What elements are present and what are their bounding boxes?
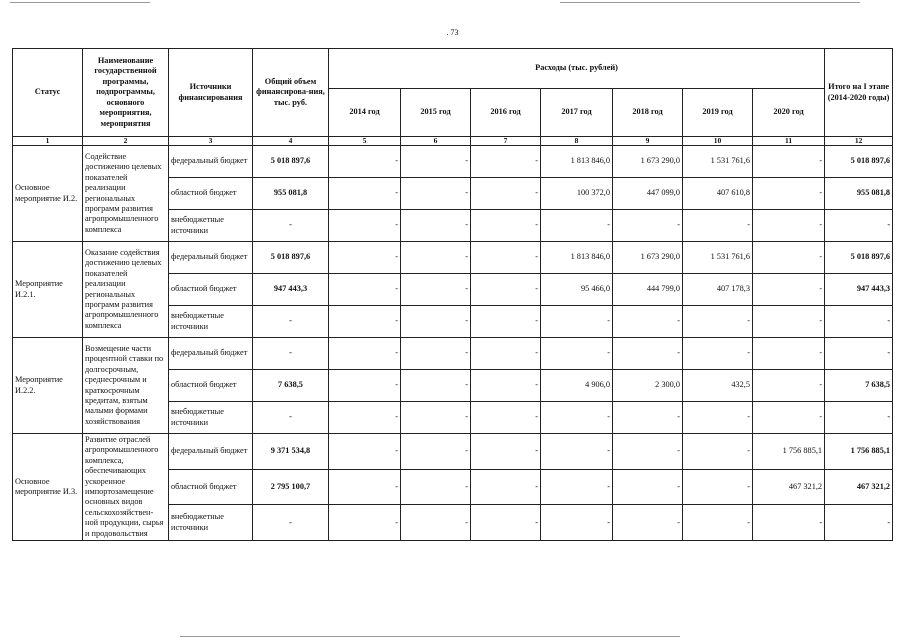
year-value-cell: - xyxy=(541,434,613,470)
year-value-cell: - xyxy=(471,505,541,541)
total-cell: - xyxy=(253,338,329,370)
itogo-cell: 947 443,3 xyxy=(825,274,893,306)
year-value-cell: - xyxy=(329,274,401,306)
budget-table xyxy=(12,48,893,541)
year-value-cell: - xyxy=(753,505,825,541)
year-value-cell: - xyxy=(329,370,401,402)
column-number: 4 xyxy=(253,137,329,146)
source-cell: внебюджетные источники xyxy=(169,306,253,338)
name-cell: Развитие отраслей агропромышленного комплекса, обеспечивающих ускоренное импортозамещение основных видов сельскохозяйствен-ной продукции, сырья и продовольствия xyxy=(83,434,169,541)
table-row xyxy=(13,146,893,178)
year-value-cell: - xyxy=(613,210,683,242)
itogo-cell: 1 756 885,1 xyxy=(825,434,893,470)
year-value-cell: 444 799,0 xyxy=(613,274,683,306)
source-cell: федеральный бюджет xyxy=(169,146,253,178)
column-number: 7 xyxy=(471,137,541,146)
year-value-cell: - xyxy=(683,210,753,242)
total-cell: - xyxy=(253,505,329,541)
year-value-cell: 1 531 761,6 xyxy=(683,242,753,274)
source-cell: внебюджетные источники xyxy=(169,210,253,242)
itogo-cell: 7 638,5 xyxy=(825,370,893,402)
status-cell: Мероприятие И.2.2. xyxy=(13,338,83,434)
year-value-cell: - xyxy=(683,338,753,370)
column-number: 2 xyxy=(83,137,169,146)
year-value-cell: - xyxy=(471,338,541,370)
status-cell: Основное мероприятие И.3. xyxy=(13,434,83,541)
column-number: 12 xyxy=(825,137,893,146)
year-value-cell: 1 813 846,0 xyxy=(541,242,613,274)
year-value-cell: - xyxy=(753,146,825,178)
year-value-cell: - xyxy=(401,306,471,338)
year-value-cell: - xyxy=(471,178,541,210)
column-number: 6 xyxy=(401,137,471,146)
year-value-cell: - xyxy=(541,505,613,541)
itogo-cell: - xyxy=(825,338,893,370)
header-year: 2018 год xyxy=(613,89,683,137)
year-value-cell: - xyxy=(683,306,753,338)
total-cell: - xyxy=(253,306,329,338)
year-value-cell: - xyxy=(613,402,683,434)
table-row xyxy=(13,338,893,370)
total-cell: 5 018 897,6 xyxy=(253,146,329,178)
header-year: 2014 год xyxy=(329,89,401,137)
source-cell: федеральный бюджет xyxy=(169,338,253,370)
year-value-cell: - xyxy=(613,469,683,505)
year-value-cell: - xyxy=(613,505,683,541)
header-year: 2015 год xyxy=(401,89,471,137)
source-cell: внебюджетные источники xyxy=(169,505,253,541)
year-value-cell: 407 178,3 xyxy=(683,274,753,306)
year-value-cell: - xyxy=(683,469,753,505)
year-value-cell: - xyxy=(401,210,471,242)
year-value-cell: - xyxy=(471,242,541,274)
header-year: 2020 год xyxy=(753,89,825,137)
year-value-cell: - xyxy=(753,242,825,274)
year-value-cell: - xyxy=(401,402,471,434)
year-value-cell: - xyxy=(683,434,753,470)
year-value-cell: - xyxy=(753,178,825,210)
name-cell: Возмещение части процентной ставки по долгосрочным, среднесрочным и краткосрочным кредитам, взятым малыми формами хозяйствования xyxy=(83,338,169,434)
year-value-cell: - xyxy=(541,306,613,338)
total-cell: - xyxy=(253,402,329,434)
table-row xyxy=(13,434,893,470)
year-value-cell: - xyxy=(471,402,541,434)
year-value-cell: 432,5 xyxy=(683,370,753,402)
year-value-cell: 1 531 761,6 xyxy=(683,146,753,178)
total-cell: 955 081,8 xyxy=(253,178,329,210)
year-value-cell: - xyxy=(471,210,541,242)
year-value-cell: - xyxy=(329,402,401,434)
year-value-cell: - xyxy=(329,178,401,210)
year-value-cell: - xyxy=(329,242,401,274)
total-cell: 947 443,3 xyxy=(253,274,329,306)
year-value-cell: - xyxy=(683,505,753,541)
year-value-cell: - xyxy=(753,402,825,434)
page-number: . 73 xyxy=(446,28,459,37)
year-value-cell: 447 099,0 xyxy=(613,178,683,210)
itogo-cell: 955 081,8 xyxy=(825,178,893,210)
year-value-cell: - xyxy=(401,469,471,505)
year-value-cell: 1 673 290,0 xyxy=(613,242,683,274)
column-number: 5 xyxy=(329,137,401,146)
year-value-cell: - xyxy=(401,434,471,470)
column-number: 11 xyxy=(753,137,825,146)
year-value-cell: - xyxy=(329,306,401,338)
year-value-cell: - xyxy=(329,210,401,242)
header-year: 2017 год xyxy=(541,89,613,137)
name-cell: Содействие достижению целевых показателей реализации региональных программ развития агропромышленного комплекса xyxy=(83,146,169,242)
source-cell: областной бюджет xyxy=(169,274,253,306)
itogo-cell: - xyxy=(825,402,893,434)
column-number: 1 xyxy=(13,137,83,146)
total-cell: 2 795 100,7 xyxy=(253,469,329,505)
year-value-cell: - xyxy=(753,370,825,402)
header-expenses: Расходы (тыс. рублей) xyxy=(329,49,825,89)
year-value-cell: 1 813 846,0 xyxy=(541,146,613,178)
table-row xyxy=(13,242,893,274)
year-value-cell: - xyxy=(753,306,825,338)
year-value-cell: 1 756 885,1 xyxy=(753,434,825,470)
scan-artifact-top xyxy=(10,2,150,3)
year-value-cell: - xyxy=(753,338,825,370)
year-value-cell: 2 300,0 xyxy=(613,370,683,402)
itogo-cell: - xyxy=(825,210,893,242)
header-year: 2019 год xyxy=(683,89,753,137)
header-status: Статус xyxy=(13,49,83,137)
year-value-cell: - xyxy=(329,146,401,178)
source-cell: внебюджетные источники xyxy=(169,402,253,434)
column-number: 8 xyxy=(541,137,613,146)
scan-artifact-top-right xyxy=(560,2,860,3)
itogo-cell: - xyxy=(825,505,893,541)
year-value-cell: 100 372,0 xyxy=(541,178,613,210)
year-value-cell: - xyxy=(329,338,401,370)
itogo-cell: 5 018 897,6 xyxy=(825,242,893,274)
year-value-cell: - xyxy=(753,210,825,242)
itogo-cell: 5 018 897,6 xyxy=(825,146,893,178)
itogo-cell: - xyxy=(825,306,893,338)
year-value-cell: 95 466,0 xyxy=(541,274,613,306)
year-value-cell: - xyxy=(471,274,541,306)
column-number: 9 xyxy=(613,137,683,146)
itogo-cell: 467 321,2 xyxy=(825,469,893,505)
header-year: 2016 год xyxy=(471,89,541,137)
year-value-cell: - xyxy=(541,338,613,370)
year-value-cell: - xyxy=(329,505,401,541)
year-value-cell: 467 321,2 xyxy=(753,469,825,505)
year-value-cell: - xyxy=(401,242,471,274)
year-value-cell: 407 610,8 xyxy=(683,178,753,210)
year-value-cell: - xyxy=(753,274,825,306)
year-value-cell: - xyxy=(329,434,401,470)
scan-artifact-bottom xyxy=(180,636,680,637)
source-cell: федеральный бюджет xyxy=(169,242,253,274)
year-value-cell: - xyxy=(401,370,471,402)
header-total: Общий объем финансирова-ния, тыс. руб. xyxy=(253,49,329,137)
total-cell: 5 018 897,6 xyxy=(253,242,329,274)
year-value-cell: - xyxy=(613,306,683,338)
year-value-cell: - xyxy=(401,274,471,306)
year-value-cell: - xyxy=(541,469,613,505)
status-cell: Мероприятие И.2.1. xyxy=(13,242,83,338)
year-value-cell: - xyxy=(613,338,683,370)
year-value-cell: - xyxy=(613,434,683,470)
year-value-cell: - xyxy=(541,210,613,242)
year-value-cell: - xyxy=(401,338,471,370)
header-name: Наименование государственной программы, подпрограммы, основного мероприятия, мероприятия xyxy=(83,49,169,137)
total-cell: 9 371 534,8 xyxy=(253,434,329,470)
year-value-cell: - xyxy=(401,178,471,210)
source-cell: областной бюджет xyxy=(169,469,253,505)
name-cell: Оказание содействия достижению целевых показателей реализации региональных программ развития агропромышленного комплекса xyxy=(83,242,169,338)
header-source: Источники финансирования xyxy=(169,49,253,137)
year-value-cell: - xyxy=(329,469,401,505)
column-number: 3 xyxy=(169,137,253,146)
year-value-cell: - xyxy=(471,434,541,470)
year-value-cell: - xyxy=(471,469,541,505)
column-number: 10 xyxy=(683,137,753,146)
total-cell: 7 638,5 xyxy=(253,370,329,402)
header-itogo: Итого на I этапе (2014-2020 годы) xyxy=(825,49,893,137)
source-cell: федеральный бюджет xyxy=(169,434,253,470)
year-value-cell: 1 673 290,0 xyxy=(613,146,683,178)
year-value-cell: - xyxy=(471,370,541,402)
status-cell: Основное мероприятие И.2. xyxy=(13,146,83,242)
year-value-cell: - xyxy=(401,146,471,178)
year-value-cell: - xyxy=(401,505,471,541)
year-value-cell: - xyxy=(471,146,541,178)
year-value-cell: - xyxy=(541,402,613,434)
total-cell: - xyxy=(253,210,329,242)
year-value-cell: - xyxy=(683,402,753,434)
source-cell: областной бюджет xyxy=(169,178,253,210)
source-cell: областной бюджет xyxy=(169,370,253,402)
year-value-cell: 4 906,0 xyxy=(541,370,613,402)
year-value-cell: - xyxy=(471,306,541,338)
